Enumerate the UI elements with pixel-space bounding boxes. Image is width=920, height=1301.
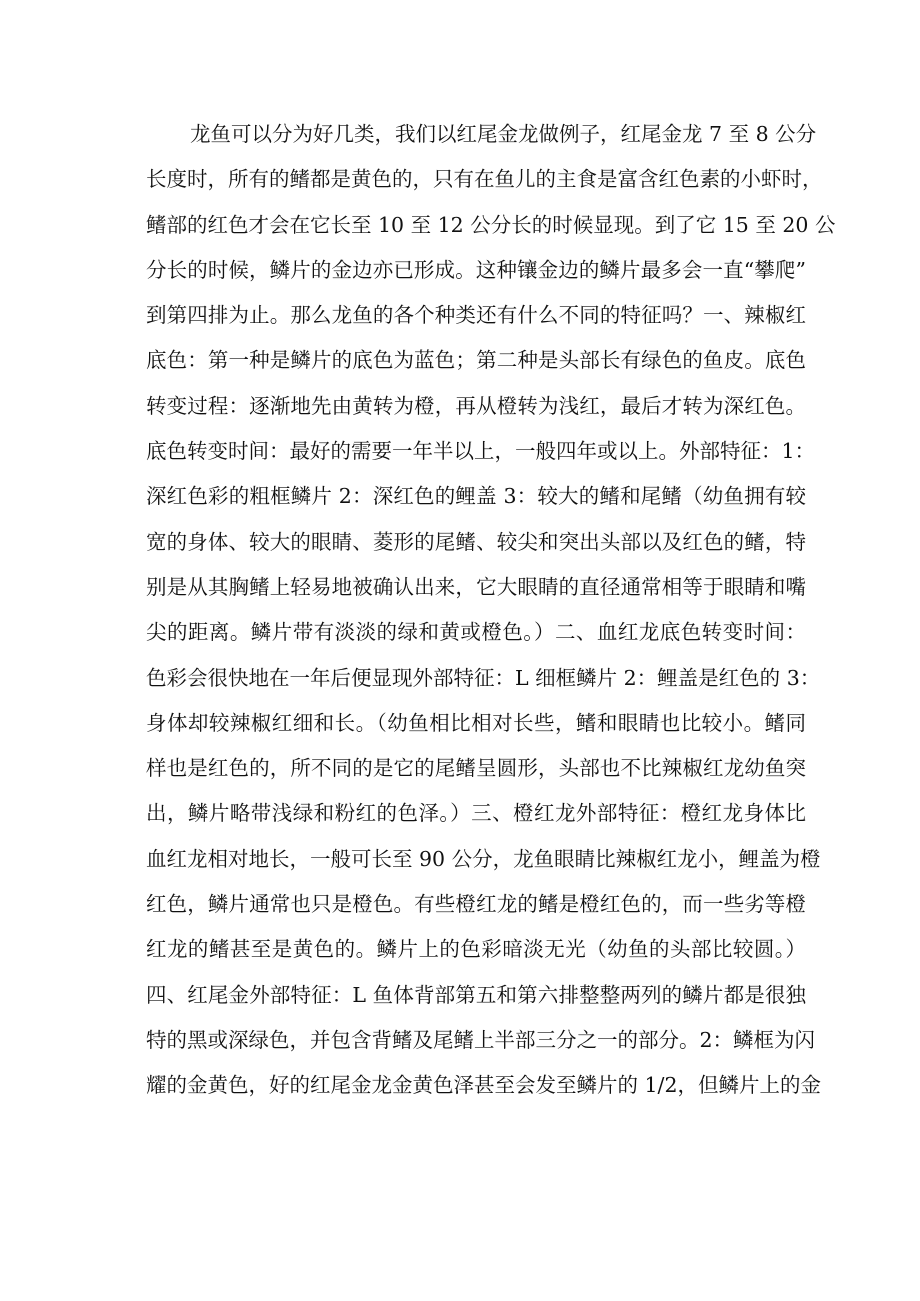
text-line: 红色，鳞片通常也只是橙色。有些橙红龙的鳍是橙红色的，而一些劣等橙	[146, 892, 806, 917]
text-line: 身体却较辣椒红细和长。（幼鱼相比相对长些，鳍和眼睛也比较小。鳍同	[146, 710, 806, 735]
text-line: 底色：第一种是鳞片的底色为蓝色；第二种是头部长有绿色的鱼皮。底色	[146, 348, 806, 373]
text-line: 分长的时候，鳞片的金边亦已形成。这种镶金边的鳞片最多会一直“攀爬”	[146, 257, 806, 282]
text-line: 别是从其胸鳍上轻易地被确认出来，它大眼睛的直径通常相等于眼睛和嘴	[146, 574, 806, 599]
text-line: 四、红尾金外部特征：L 鱼体背部第五和第六排整整两列的鳞片都是很独	[146, 982, 806, 1007]
text-line: 龙鱼可以分为好几类，我们以红尾金龙做例子，红尾金龙 7 至 8 公分	[190, 122, 817, 146]
text-line: 长度时，所有的鳍都是黄色的，只有在鱼儿的主食是富含红色素的小虾时，	[146, 167, 823, 192]
text-line: 深红色彩的粗框鳞片 2：深红色的鲤盖 3：较大的鳍和尾鳍（幼鱼拥有较	[146, 484, 806, 509]
text-line: 到第四排为止。那么龙鱼的各个种类还有什么不同的特征吗？一、辣椒红	[146, 303, 806, 328]
text-line: 色彩会很快地在一年后便显现外部特征：L 细框鳞片 2：鲤盖是红色的 3：	[146, 665, 821, 690]
text-line: 底色转变时间：最好的需要一年半以上，一般四年或以上。外部特征：1：	[146, 439, 816, 464]
text-line: 尖的距离。鳞片带有淡淡的绿和黄或橙色。）二、血红龙底色转变时间：	[146, 620, 806, 645]
text-line: 宽的身体、较大的眼睛、菱形的尾鳍、较尖和突出头部以及红色的鳍，特	[146, 529, 806, 554]
text-line: 转变过程：逐渐地先由黄转为橙，再从橙转为浅红，最后才转为深红色。	[146, 393, 806, 418]
text-line: 样也是红色的，所不同的是它的尾鳍呈圆形，头部也不比辣椒红龙幼鱼突	[146, 756, 806, 781]
text-line: 耀的金黄色，好的红尾金龙金黄色泽甚至会发至鳞片的 1/2，但鳞片上的金	[146, 1073, 822, 1098]
text-line: 血红龙相对地长，一般可长至 90 公分，龙鱼眼睛比辣椒红龙小，鲤盖为橙	[146, 846, 821, 871]
text-line: 出，鳞片略带浅绿和粉红的色泽。）三、橙红龙外部特征：橙红龙身体比	[146, 801, 806, 826]
paragraph	[146, 112, 836, 1109]
text-line: 鳍部的红色才会在它长至 10 至 12 公分长的时候显现。到了它 15 至 20 公	[146, 212, 836, 237]
text-line: 特的黑或深绿色，并包含背鳍及尾鳍上半部三分之一的部分。2：鳞框为闪	[146, 1027, 816, 1052]
text-line: 红龙的鳍甚至是黄色的。鳞片上的色彩暗淡无光（幼鱼的头部比较圆。）	[146, 937, 806, 962]
